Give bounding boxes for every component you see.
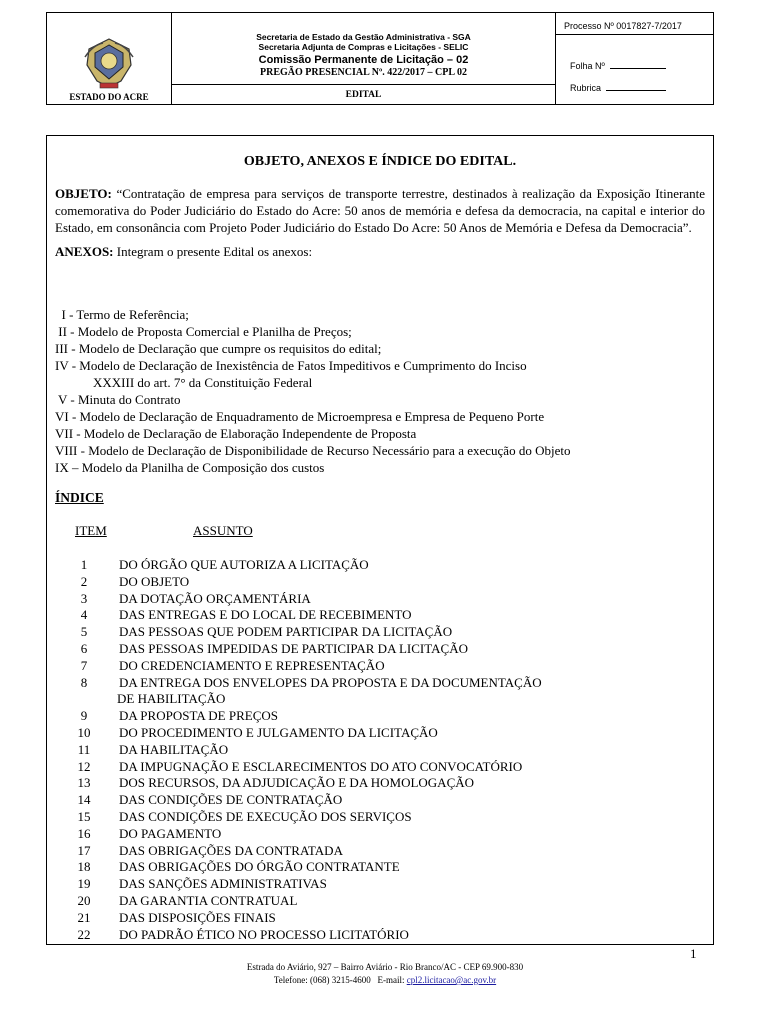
indice-column-item: ITEM <box>75 523 107 538</box>
document-type: EDITAL <box>345 90 382 100</box>
indice-item-subject: DA DOTAÇÃO ORÇAMENTÁRIA <box>119 590 311 606</box>
adjunct-secretariat-name: Secretaria Adjunta de Compras e Licitações - SELIC <box>258 42 469 52</box>
indice-item-number: 18 <box>77 859 91 875</box>
process-number: Processo Nº 0017827-7/2017 <box>564 21 682 31</box>
indice-item-subject: DA ENTREGA DOS ENVELOPES DA PROPOSTA E DA DOCUMENTAÇÃO <box>119 674 542 690</box>
section-title: OBJETO, ANEXOS E ÍNDICE DO EDITAL. <box>243 154 517 169</box>
indice-item-number: 19 <box>77 876 91 892</box>
indice-row <box>67 658 687 675</box>
edital-content-box <box>46 135 714 945</box>
indice-item-number: 8 <box>80 674 88 690</box>
indice-item-subject: DO PROCEDIMENTO E JULGAMENTO DA LICITAÇÃO <box>119 724 438 740</box>
secretariat-name: Secretaria de Estado da Gestão Administrativa - SGA <box>256 32 471 42</box>
process-divider <box>556 34 713 35</box>
anexo-item: II - Modelo de Proposta Comercial e Planilha de Preços; <box>55 324 352 339</box>
indice-item-subject: DAS OBRIGAÇÕES DO ÓRGÃO CONTRATANTE <box>119 859 400 875</box>
indice-item-subject: DA PROPOSTA DE PREÇOS <box>119 708 278 724</box>
state-coat-of-arms-icon <box>83 35 135 91</box>
rubrica-field <box>570 82 666 93</box>
anexo-item: VIII - Modelo de Declaração de Disponibilidade de Recurso Necessário para a execução do Objeto <box>55 443 571 458</box>
indice-row <box>67 691 687 708</box>
indice-item-number: 14 <box>77 792 91 808</box>
indice-item-subject: DO ÓRGÃO QUE AUTORIZA A LICITAÇÃO <box>119 557 369 572</box>
footer-address: Estrada do Aviário, 927 – Bairro Aviário - Rio Branco/AC - CEP 69.900-830 <box>246 962 524 972</box>
objeto-label: OBJETO: <box>55 186 112 201</box>
indice-row <box>67 876 687 893</box>
indice-item-number: 17 <box>77 842 91 858</box>
indice-item-subject: DAS DISPOSIÇÕES FINAIS <box>119 909 276 925</box>
anexo-item: VI - Modelo de Declaração de Enquadramento de Microempresa e Empresa de Pequeno Porte <box>55 409 545 424</box>
anexo-item: I - Termo de Referência; <box>55 307 189 322</box>
anexo-item: IV - Modelo de Declaração de Inexistência de Fatos Impeditivos e Cumprimento do Inciso <box>55 358 527 373</box>
indice-item-number: 20 <box>77 892 91 908</box>
indice-item-subject: DE HABILITAÇÃO <box>117 691 226 707</box>
indice-item-subject: DA HABILITAÇÃO <box>119 741 229 757</box>
indice-item-subject: DAS SANÇÕES ADMINISTRATIVAS <box>119 876 327 892</box>
indice-item-number: 9 <box>80 708 88 724</box>
indice-row <box>67 792 687 809</box>
anexo-item: VII - Modelo de Declaração de Elaboração Independente de Proposta <box>55 426 417 441</box>
indice-item-number: 12 <box>77 758 91 774</box>
anexo-item: V - Minuta do Contrato <box>55 392 181 407</box>
indice-item-number: 7 <box>80 657 88 673</box>
footer-contact <box>0 975 770 985</box>
indice-item-number: 6 <box>80 640 88 656</box>
indice-item-subject: DO PADRÃO ÉTICO NO PROCESSO LICITATÓRIO <box>119 926 409 942</box>
indice-item-subject: DAS OBRIGAÇÕES DA CONTRATADA <box>119 842 343 858</box>
anexos-paragraph <box>55 244 312 260</box>
rubrica-blank <box>606 82 666 91</box>
indice-item-number: 11 <box>77 741 91 757</box>
indice-row <box>67 759 687 776</box>
indice-row <box>67 574 687 591</box>
indice-item-number: 22 <box>77 926 91 942</box>
auction-number: PREGÃO PRESENCIAL Nº. 422/2017 – CPL 02 <box>260 67 467 78</box>
indice-row <box>67 826 687 843</box>
indice-row <box>67 843 687 860</box>
indice-row <box>67 742 687 759</box>
indice-item-subject: DA IMPUGNAÇÃO E ESCLARECIMENTOS DO ATO CONVOCATÓRIO <box>119 758 523 774</box>
indice-row <box>67 775 687 792</box>
footer-email-link[interactable]: cpl2.licitacao@ac.gov.br <box>406 975 497 985</box>
indice-item-subject: DAS ENTREGAS E DO LOCAL DE RECEBIMENTO <box>119 607 412 623</box>
rubrica-label: Rubrica <box>570 83 602 93</box>
header-divider <box>172 84 555 85</box>
indice-item-number: 1 <box>80 557 88 572</box>
commission-name: Comissão Permanente de Licitação – 02 <box>258 54 469 66</box>
folha-label: Folha Nº <box>570 61 605 71</box>
anexo-item-continuation: XXXIII do art. 7° da Constituição Federal <box>93 375 313 390</box>
folha-field <box>570 60 666 71</box>
indice-row <box>67 927 687 944</box>
header-title-cell <box>172 13 555 104</box>
indice-item-subject: DAS CONDIÇÕES DE CONTRATAÇÃO <box>119 792 343 808</box>
anexos-list <box>55 306 710 476</box>
anexo-item: III - Modelo de Declaração que cumpre os requisitos do edital; <box>55 341 382 356</box>
document-header <box>46 12 714 105</box>
footer-phone: Telefone: (068) 3215-4600 E-mail: <box>273 975 407 985</box>
indice-row <box>67 641 687 658</box>
indice-item-subject: DAS CONDIÇÕES DE EXECUÇÃO DOS SERVIÇOS <box>119 808 412 824</box>
anexos-text: Integram o presente Edital os anexos: <box>116 244 313 259</box>
indice-row <box>67 708 687 725</box>
indice-row <box>67 910 687 927</box>
indice-item-number: 2 <box>80 573 88 589</box>
header-logo-cell <box>47 13 172 104</box>
indice-item-subject: DO OBJETO <box>119 573 190 589</box>
page-number: 1 <box>690 946 697 961</box>
indice-item-number: 4 <box>80 607 88 623</box>
indice-item-subject: DAS PESSOAS QUE PODEM PARTICIPAR DA LICITAÇÃO <box>119 624 453 640</box>
indice-heading: ÍNDICE <box>55 490 104 505</box>
indice-item-subject: DOS RECURSOS, DA ADJUDICAÇÃO E DA HOMOLOGAÇÃO <box>119 775 475 791</box>
indice-item-number: 5 <box>80 624 88 640</box>
anexo-item: IX – Modelo da Planilha de Composição dos custos <box>55 460 325 475</box>
indice-row <box>67 809 687 826</box>
indice-row <box>67 893 687 910</box>
indice-item-subject: DAS PESSOAS IMPEDIDAS DE PARTICIPAR DA LICITAÇÃO <box>119 640 469 656</box>
objeto-paragraph <box>55 185 705 236</box>
indice-item-subject: DO PAGAMENTO <box>119 825 222 841</box>
indice-item-number: 13 <box>77 775 91 791</box>
indice-item-number: 16 <box>77 825 91 841</box>
indice-row <box>67 725 687 742</box>
indice-item-subject: DO CREDENCIAMENTO E REPRESENTAÇÃO <box>119 657 385 673</box>
indice-item-number: 10 <box>77 724 91 740</box>
indice-column-assunto: ASSUNTO <box>193 523 253 538</box>
indice-row <box>67 675 687 692</box>
indice-row <box>67 591 687 608</box>
indice-item-number: 15 <box>77 808 91 824</box>
indice-row <box>67 557 687 574</box>
indice-item-number: 3 <box>80 590 88 606</box>
state-name: ESTADO DO ACRE <box>69 92 149 102</box>
indice-list <box>67 557 687 943</box>
folha-blank <box>610 60 666 69</box>
indice-row <box>67 859 687 876</box>
header-process-cell <box>555 13 713 104</box>
indice-item-subject: DA GARANTIA CONTRATUAL <box>119 892 298 908</box>
indice-row <box>67 607 687 624</box>
objeto-text: “Contratação de empresa para serviços de transporte terrestre, destinados à realização da Exposição Itinerante comemorativa do Poder Judiciário do Estado do Acre: 50 anos de memória e defesa da democracia, na capital e interior do Estado, em consonância com Projeto Poder Judiciário do Estado Do Acre: 50 Anos de Memória e Defesa da Democracia”. <box>55 186 705 235</box>
anexos-label: ANEXOS: <box>55 244 114 259</box>
indice-row <box>67 624 687 641</box>
indice-item-number: 21 <box>77 909 91 925</box>
